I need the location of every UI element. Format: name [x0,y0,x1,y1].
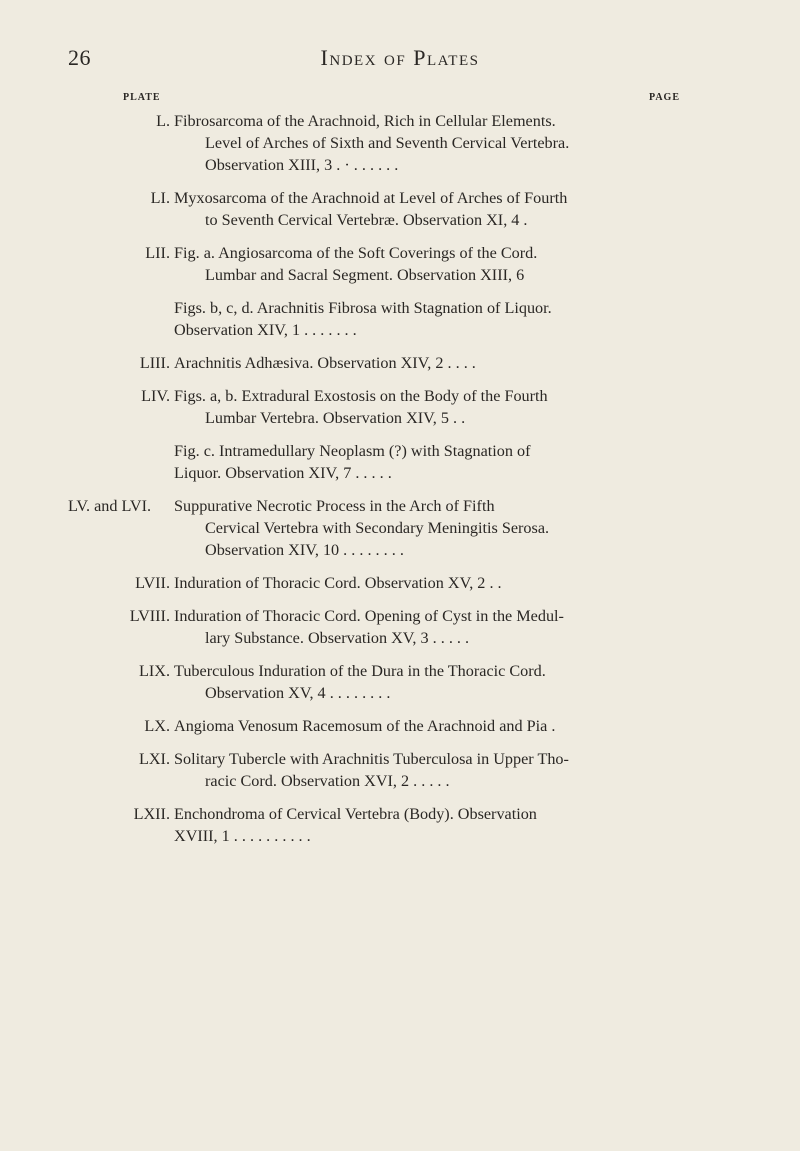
description-line: Figs. b, c, d. Arachnitis Fibrosa with Stagnation of Liquor. [174,299,552,317]
plate-sub-description [174,440,652,484]
running-head-title: Index of Plates [320,45,480,70]
plate-description [174,803,652,847]
description-line: Arachnitis Adhæsiva. Observation XIV, 2 . . . . [174,354,476,372]
plate-entry [0,748,800,792]
description-line: lary Substance. Observation XV, 3 . . . . . [205,629,470,647]
plate-index-list [0,110,800,858]
plate-number: LVIII. [129,607,170,625]
plate-description [174,748,652,792]
plate-description [174,605,652,649]
plate-entry [0,352,800,374]
plate-description [174,110,652,176]
description-line: Lumbar and Sacral Segment. Observation XIII, 6 [205,266,525,284]
plate-description [174,572,652,594]
plate-description [174,715,652,737]
description-line: Induration of Thoracic Cord. Observation XV, 2 . . [174,574,502,592]
plate-number: LI. [150,189,170,207]
description-line: Cervical Vertebra with Secondary Meningitis Serosa. [205,519,550,537]
plate-entry [0,803,800,847]
plate-entry [0,660,800,704]
description-line: Lumbar Vertebra. Observation XIV, 5 . . [205,409,466,427]
plate-number: LX. [144,717,170,735]
description-line: Observation XIV, 1 . . . . . . . [174,321,357,339]
description-line: to Seventh Cervical Vertebræ. Observation XI, 4 . [205,211,528,229]
description-line: Enchondroma of Cervical Vertebra (Body). Observation [174,805,537,823]
description-line: Fibrosarcoma of the Arachnoid, Rich in Cellular Elements. [174,112,556,130]
plate-entry [0,605,800,649]
plate-description [174,352,652,374]
description-line: Angioma Venosum Racemosum of the Arachnoid and Pia . [174,717,556,735]
plate-number: LVII. [135,574,170,592]
plate-number: LXI. [138,750,170,768]
plate-number: LIX. [138,662,170,680]
plate-entry [0,572,800,594]
description-line: Suppurative Necrotic Process in the Arch of Fifth [174,497,495,515]
description-line: XVIII, 1 . . . . . . . . . . [174,827,311,845]
plate-sub-description [174,297,652,341]
plate-description [174,660,652,704]
plate-number: LV. and LVI. [68,497,152,515]
plate-number: LII. [145,244,170,262]
page-number: 26 [68,45,91,70]
plate-number: LXII. [133,805,170,823]
description-line: Level of Arches of Sixth and Seventh Cervical Vertebra. [205,134,570,152]
description-line: Myxosarcoma of the Arachnoid at Level of Arches of Fourth [174,189,568,207]
plate-entry [0,715,800,737]
plate-description [174,242,652,286]
plate-number: L. [156,112,170,130]
description-line: Figs. a, b. Extradural Exostosis on the Body of the Fourth [174,387,548,405]
description-line: Observation XIV, 10 . . . . . . . . [205,541,404,559]
description-line: Tuberculous Induration of the Dura in the Thoracic Cord. [174,662,546,680]
plate-entry [0,242,800,341]
plate-number: LIV. [141,387,170,405]
description-line: Observation XV, 4 . . . . . . . . [205,684,391,702]
plate-entry [0,385,800,484]
plate-description [174,187,652,231]
plate-description [174,385,652,429]
description-line: Solitary Tubercle with Arachnitis Tuberculosa in Upper Tho- [174,750,569,768]
plate-column-label: PLATE [123,92,161,103]
description-line: Observation XIII, 3 . · . . . . . . [205,156,399,174]
description-line: Fig. c. Intramedullary Neoplasm (?) with Stagnation of [174,442,531,460]
description-line: Liquor. Observation XIV, 7 . . . . . [174,464,392,482]
plate-entry [0,187,800,231]
description-line: Fig. a. Angiosarcoma of the Soft Coverings of the Cord. [174,244,538,262]
plate-number: LIII. [139,354,170,372]
plate-description [174,495,652,561]
page-column-label: PAGE [648,92,680,103]
plate-entry [0,110,800,176]
plate-entry [0,495,800,561]
description-line: racic Cord. Observation XVI, 2 . . . . . [205,772,450,790]
description-line: Induration of Thoracic Cord. Opening of Cyst in the Medul- [174,607,564,625]
